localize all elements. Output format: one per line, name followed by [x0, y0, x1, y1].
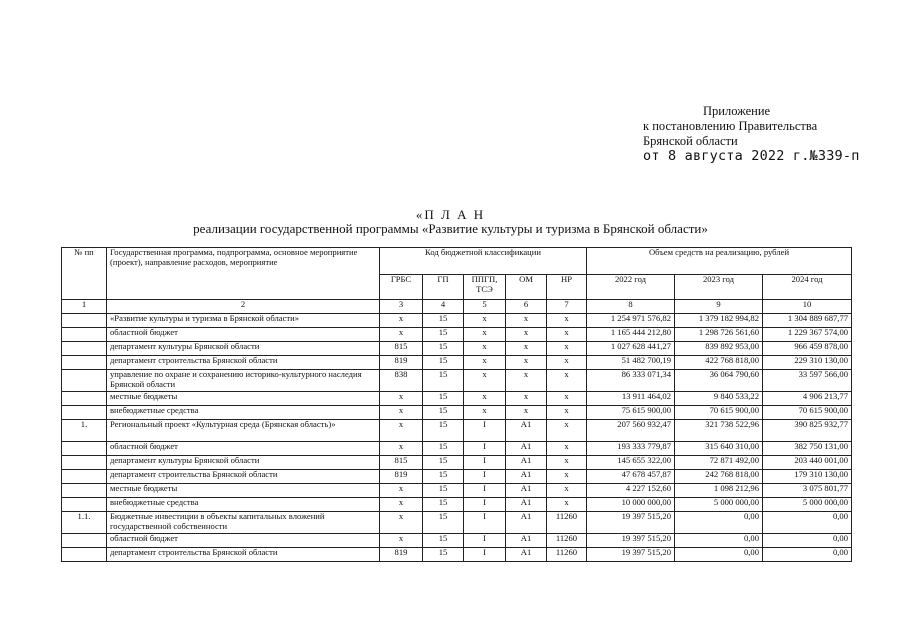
row-name-cell: департамент строительства Брянской области [107, 356, 380, 370]
row-grbs-cell: 819 [380, 356, 423, 370]
row-name-cell: департамент культуры Брянской области [107, 342, 380, 356]
row-2024-cell: 966 459 878,00 [763, 342, 852, 356]
row-gp-cell: 15 [423, 442, 464, 456]
col-number: 10 [763, 300, 852, 314]
row-om-cell: x [506, 406, 547, 420]
row-name-cell: областной бюджет [107, 442, 380, 456]
row-num-cell [62, 356, 107, 370]
row-gp-cell: 15 [423, 548, 464, 562]
row-gp-cell: 15 [423, 356, 464, 370]
row-om-cell: A1 [506, 534, 547, 548]
row-2023-cell: 0,00 [675, 534, 763, 548]
table-row [62, 498, 852, 512]
row-2023-cell: 315 640 310,00 [675, 442, 763, 456]
row-grbs-cell: 815 [380, 342, 423, 356]
table-row [62, 314, 852, 328]
row-nr-cell: x [547, 498, 587, 512]
header-om: ОМ [506, 275, 547, 300]
row-nr-cell: x [547, 328, 587, 342]
row-2024-cell: 1 229 367 574,00 [763, 328, 852, 342]
row-om-cell: x [506, 370, 547, 392]
row-num-cell [62, 406, 107, 420]
header-name: Государственная программа, подпрограмма, основное мероприятие (проект), направление расходов, мероприятие [107, 248, 380, 300]
row-2024-cell: 0,00 [763, 548, 852, 562]
header-funding: Объем средств на реализацию, рублей [587, 248, 852, 275]
row-gp-cell: 15 [423, 406, 464, 420]
row-2023-cell: 0,00 [675, 512, 763, 534]
row-2022-cell: 86 333 071,34 [587, 370, 675, 392]
row-gp-cell: 15 [423, 498, 464, 512]
row-2024-cell: 5 000 000,00 [763, 498, 852, 512]
row-nr-cell: 11260 [547, 548, 587, 562]
table-row [62, 370, 852, 392]
row-grbs-cell: x [380, 442, 423, 456]
row-num-cell [62, 456, 107, 470]
row-num-cell: 1.1. [62, 512, 107, 534]
row-name-cell: департамент культуры Брянской области [107, 456, 380, 470]
plan-table-body [62, 300, 852, 562]
row-num-cell: 1. [62, 420, 107, 442]
row-grbs-cell: x [380, 484, 423, 498]
row-2023-cell: 1 298 726 561,60 [675, 328, 763, 342]
row-name-cell: управление по охране и сохранению историко-культурного наследия Брянской области [107, 370, 380, 392]
row-ppgp-cell: x [464, 370, 506, 392]
row-nr-cell: 11260 [547, 534, 587, 548]
row-2022-cell: 47 678 457,87 [587, 470, 675, 484]
row-nr-cell: x [547, 420, 587, 442]
row-2022-cell: 13 911 464,02 [587, 392, 675, 406]
row-om-cell: x [506, 356, 547, 370]
row-om-cell: A1 [506, 456, 547, 470]
row-grbs-cell: 838 [380, 370, 423, 392]
table-row [62, 342, 852, 356]
row-name-cell: Бюджетные инвестиции в объекты капитальных вложений государственной собственности [107, 512, 380, 534]
row-ppgp-cell: I [464, 512, 506, 534]
row-grbs-cell: x [380, 328, 423, 342]
row-om-cell: A1 [506, 442, 547, 456]
row-2023-cell: 5 000 000,00 [675, 498, 763, 512]
row-2023-cell: 0,00 [675, 548, 763, 562]
row-gp-cell: 15 [423, 370, 464, 392]
row-om-cell: x [506, 328, 547, 342]
row-2022-cell: 145 655 322,00 [587, 456, 675, 470]
table-row [62, 456, 852, 470]
row-gp-cell: 15 [423, 392, 464, 406]
header-num: № пп [62, 248, 107, 300]
row-gp-cell: 15 [423, 328, 464, 342]
row-2023-cell: 1 379 182 994,82 [675, 314, 763, 328]
row-om-cell: A1 [506, 420, 547, 442]
row-2022-cell: 1 165 444 212,80 [587, 328, 675, 342]
row-gp-cell: 15 [423, 456, 464, 470]
appendix-decree: к постановлению Правительства [643, 119, 818, 133]
row-grbs-cell: x [380, 314, 423, 328]
row-ppgp-cell: x [464, 314, 506, 328]
header-2022: 2022 год [587, 275, 675, 300]
row-name-cell: областной бюджет [107, 534, 380, 548]
row-num-cell [62, 370, 107, 392]
row-2023-cell: 321 738 522,96 [675, 420, 763, 442]
appendix-date: от 8 августа 2022 г.№339-п [643, 148, 860, 164]
row-2022-cell: 1 254 971 576,82 [587, 314, 675, 328]
row-name-cell: внебюджетные средства [107, 406, 380, 420]
header-grbs: ГРБС [380, 275, 423, 300]
header-2023: 2023 год [675, 275, 763, 300]
row-name-cell: Региональный проект «Культурная среда (Брянская область)» [107, 420, 380, 442]
table-row [62, 420, 852, 442]
row-2022-cell: 51 482 700,19 [587, 356, 675, 370]
appendix-region: Брянской области [643, 134, 738, 148]
table-row [62, 470, 852, 484]
row-nr-cell: x [547, 356, 587, 370]
row-2024-cell: 229 310 130,00 [763, 356, 852, 370]
col-number: 1 [62, 300, 107, 314]
row-grbs-cell: x [380, 498, 423, 512]
row-om-cell: A1 [506, 484, 547, 498]
row-om-cell: A1 [506, 470, 547, 484]
row-2022-cell: 10 000 000,00 [587, 498, 675, 512]
row-gp-cell: 15 [423, 470, 464, 484]
row-2024-cell: 203 440 001,00 [763, 456, 852, 470]
row-grbs-cell: x [380, 392, 423, 406]
row-grbs-cell: x [380, 534, 423, 548]
row-grbs-cell: x [380, 406, 423, 420]
row-2022-cell: 19 397 515,20 [587, 512, 675, 534]
header-2024: 2024 год [763, 275, 852, 300]
row-num-cell [62, 342, 107, 356]
row-nr-cell: x [547, 342, 587, 356]
table-row [62, 328, 852, 342]
row-nr-cell: x [547, 470, 587, 484]
row-2023-cell: 70 615 900,00 [675, 406, 763, 420]
row-om-cell: A1 [506, 512, 547, 534]
row-gp-cell: 15 [423, 342, 464, 356]
row-2024-cell: 0,00 [763, 534, 852, 548]
row-2022-cell: 4 227 152,60 [587, 484, 675, 498]
row-name-cell: департамент строительства Брянской области [107, 470, 380, 484]
row-2023-cell: 839 892 953,00 [675, 342, 763, 356]
row-name-cell: «Развитие культуры и туризма в Брянской области» [107, 314, 380, 328]
col-number: 7 [547, 300, 587, 314]
row-name-cell: внебюджетные средства [107, 498, 380, 512]
row-2023-cell: 9 840 533,22 [675, 392, 763, 406]
row-name-cell: областной бюджет [107, 328, 380, 342]
row-om-cell: x [506, 314, 547, 328]
col-number: 8 [587, 300, 675, 314]
row-2024-cell: 1 304 889 687,77 [763, 314, 852, 328]
row-num-cell [62, 314, 107, 328]
row-grbs-cell: 819 [380, 470, 423, 484]
row-ppgp-cell: x [464, 392, 506, 406]
row-num-cell [62, 470, 107, 484]
row-2024-cell: 382 750 131,00 [763, 442, 852, 456]
row-2022-cell: 19 397 515,20 [587, 534, 675, 548]
row-2022-cell: 1 027 628 441,27 [587, 342, 675, 356]
row-om-cell: A1 [506, 498, 547, 512]
row-nr-cell: x [547, 442, 587, 456]
row-ppgp-cell: I [464, 456, 506, 470]
row-num-cell [62, 484, 107, 498]
row-ppgp-cell: I [464, 498, 506, 512]
table-row [62, 406, 852, 420]
row-nr-cell: 11260 [547, 512, 587, 534]
row-ppgp-cell: I [464, 470, 506, 484]
row-2023-cell: 72 871 492,00 [675, 456, 763, 470]
row-2024-cell: 179 310 130,00 [763, 470, 852, 484]
col-number: 6 [506, 300, 547, 314]
row-2024-cell: 70 615 900,00 [763, 406, 852, 420]
header-budget-code: Код бюджетной классификации [380, 248, 587, 275]
row-ppgp-cell: I [464, 534, 506, 548]
row-2024-cell: 4 906 213,77 [763, 392, 852, 406]
row-2024-cell: 33 597 566,00 [763, 370, 852, 392]
row-grbs-cell: x [380, 420, 423, 442]
table-row [62, 442, 852, 456]
row-grbs-cell: 815 [380, 456, 423, 470]
row-ppgp-cell: I [464, 420, 506, 442]
row-2023-cell: 1 098 212,96 [675, 484, 763, 498]
row-gp-cell: 15 [423, 420, 464, 442]
col-number: 3 [380, 300, 423, 314]
row-ppgp-cell: I [464, 442, 506, 456]
row-nr-cell: x [547, 456, 587, 470]
column-numbers-row [62, 300, 852, 314]
row-2024-cell: 3 075 801,77 [763, 484, 852, 498]
table-row [62, 484, 852, 498]
row-2024-cell: 0,00 [763, 512, 852, 534]
row-num-cell [62, 328, 107, 342]
appendix-title: Приложение [703, 104, 771, 118]
header-nr: НР [547, 275, 587, 300]
row-num-cell [62, 498, 107, 512]
row-2022-cell: 193 333 779,87 [587, 442, 675, 456]
row-nr-cell: x [547, 314, 587, 328]
table-row [62, 534, 852, 548]
row-grbs-cell: x [380, 512, 423, 534]
row-2022-cell: 75 615 900,00 [587, 406, 675, 420]
table-row [62, 548, 852, 562]
row-gp-cell: 15 [423, 484, 464, 498]
row-2023-cell: 36 064 790,60 [675, 370, 763, 392]
document-title [0, 208, 901, 236]
row-nr-cell: x [547, 484, 587, 498]
row-om-cell: x [506, 392, 547, 406]
row-2022-cell: 19 397 515,20 [587, 548, 675, 562]
row-nr-cell: x [547, 392, 587, 406]
title-subtitle: реализации государственной программы «Развитие культуры и туризма в Брянской области» [193, 221, 708, 236]
col-number: 4 [423, 300, 464, 314]
row-2023-cell: 242 768 818,00 [675, 470, 763, 484]
row-gp-cell: 15 [423, 512, 464, 534]
row-num-cell [62, 442, 107, 456]
table-row [62, 356, 852, 370]
row-nr-cell: x [547, 370, 587, 392]
row-ppgp-cell: I [464, 484, 506, 498]
title-plan: «П Л А Н [415, 207, 486, 222]
row-name-cell: местные бюджеты [107, 484, 380, 498]
row-2023-cell: 422 768 818,00 [675, 356, 763, 370]
table-row [62, 512, 852, 534]
col-number: 9 [675, 300, 763, 314]
appendix-block [643, 104, 883, 164]
table-row [62, 392, 852, 406]
col-number: 5 [464, 300, 506, 314]
row-grbs-cell: 819 [380, 548, 423, 562]
row-num-cell [62, 392, 107, 406]
row-ppgp-cell: x [464, 356, 506, 370]
row-name-cell: департамент строительства Брянской области [107, 548, 380, 562]
row-om-cell: A1 [506, 548, 547, 562]
plan-table [61, 247, 852, 562]
row-num-cell [62, 534, 107, 548]
row-nr-cell: x [547, 406, 587, 420]
row-om-cell: x [506, 342, 547, 356]
row-gp-cell: 15 [423, 534, 464, 548]
row-gp-cell: 15 [423, 314, 464, 328]
row-name-cell: местные бюджеты [107, 392, 380, 406]
row-num-cell [62, 548, 107, 562]
row-2024-cell: 390 825 932,77 [763, 420, 852, 442]
row-ppgp-cell: x [464, 328, 506, 342]
header-ppgp: ППГП, ТСЭ [464, 275, 506, 300]
header-gp: ГП [423, 275, 464, 300]
row-ppgp-cell: x [464, 406, 506, 420]
row-ppgp-cell: x [464, 342, 506, 356]
col-number: 2 [107, 300, 380, 314]
row-ppgp-cell: I [464, 548, 506, 562]
row-2022-cell: 207 560 932,47 [587, 420, 675, 442]
